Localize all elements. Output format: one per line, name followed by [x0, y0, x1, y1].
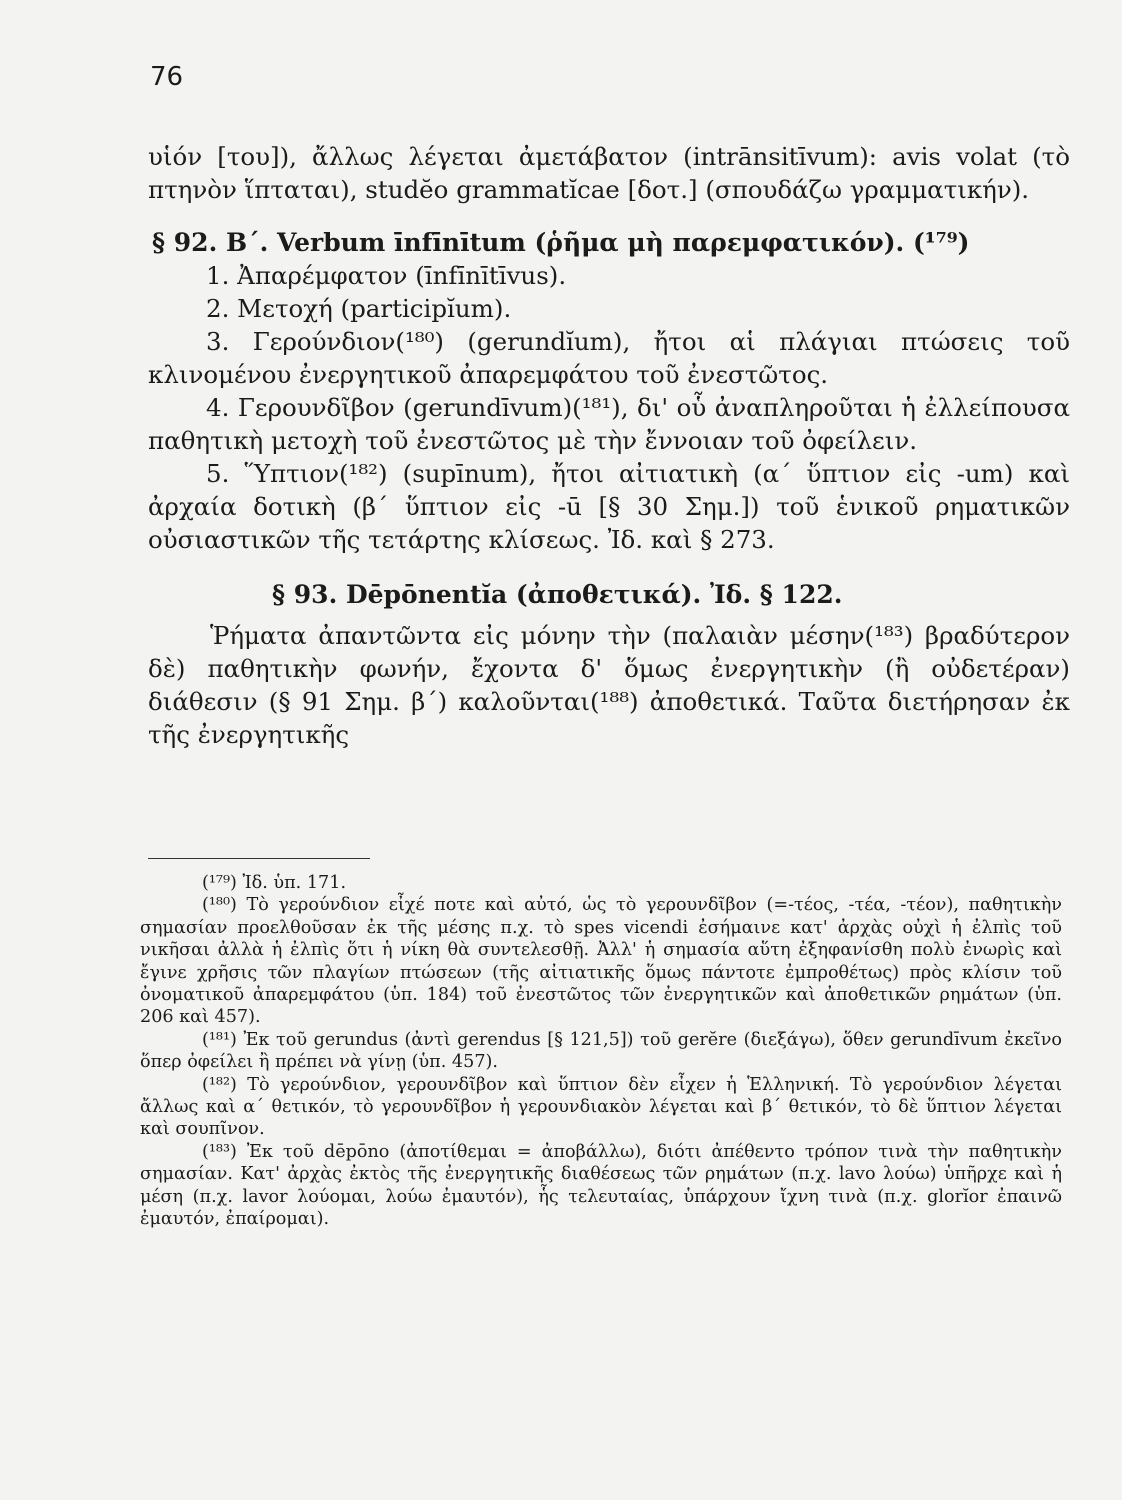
intro-paragraph: υἱόν [του]), ἄλλως λέγεται ἀμετάβατον (intrānsitīvum): avis volat (τὸ πτηνὸν ἵπταται), studĕo grammatĭcae [δοτ.] (σπουδάζω γραμματικήν).: [148, 142, 1070, 204]
footnotes: [140, 872, 1062, 1231]
list-item-3: 3. Γερούνδιον(¹⁸⁰) (gerundĭum), ἤτοι αἱ πλάγιαι πτώσεις τοῦ κλινομένου ἐνεργητικοῦ ἀπαρεμφάτου τοῦ ἐνεστῶτος.: [148, 327, 1070, 389]
footnote-179: (¹⁷⁹) Ἰδ. ὑπ. 171.: [202, 873, 347, 893]
list-item-4: 4. Γερουνδῖβον (gerundīvum)(¹⁸¹), δι' οὗ ἀναπληροῦται ἡ ἐλλείπουσα παθητικὴ μετοχὴ τοῦ ἐνεστῶτος μὲ τὴν ἔννοιαν τοῦ ὀφείλειν.: [148, 393, 1070, 455]
footnote-divider: [148, 858, 370, 859]
list-item-2: 2. Μετοχή (participĭum).: [206, 294, 512, 323]
footnote-180: (¹⁸⁰) Τὸ γερούνδιον εἶχέ ποτε καὶ αὐτό, ὡς τὸ γερουνδῖβον (=-τέος, -τέα, -τέον), παθητικὴν σημασίαν προελθοῦσαν ἐκ τῆς μέσης π.χ. τὸ spes vicendi ἐσήμαινε κατ' ἀρχὰς οὐχὶ ἡ ἐλπὶς τοῦ νικῆσαι ἀλλὰ ἡ ἐλπὶς ὅτι ἡ νίκη θὰ συντελεσθῇ. Ἀλλ' ἡ σημασία αὕτη ἐξηφανίσθη πολὺ ἐνωρὶς καὶ ἔγινε χρῆσις τῶν πλαγίων πτώσεων (τῆς αἰτιατικῆς ὅμως πάντοτε ἐμπροθέτως) πρὸς κλίσιν τοῦ ὀνοματικοῦ ἀπαρεμφάτου (ὑπ. 184) τοῦ ἐνεστῶτος τῶν ἐνεργητικῶν καὶ ἀποθετικῶν ρημάτων (ὑπ. 206 καὶ 457).: [140, 895, 1062, 1028]
section-92-heading: § 92. Β΄. Verbum īnfīnītum (ῥῆμα μὴ παρεμφατικόν). (¹⁷⁹): [152, 228, 970, 257]
footnote-182: (¹⁸²) Τὸ γερούνδιον, γερουνδῖβον καὶ ὕπτιον δὲν εἶχεν ἡ Ἑλληνική. Τὸ γερούνδιον λέγεται ἄλλως καὶ α΄ θετικόν, τὸ γερουνδῖβον ἡ γερουνδιακὸν λέγεται καὶ β΄ θετικόν, τὸ δὲ ὕπτιον λέγεται καὶ σουπῖνον.: [140, 1074, 1062, 1140]
section-93-heading: § 93. Dēpōnentĭa (ἀποθετικά). Ἰδ. § 122.: [272, 580, 843, 609]
list-item-5: 5. Ὕπτιον(¹⁸²) (supīnum), ἤτοι αἰτιατικὴ (α΄ ὕπτιον εἰς -um) καὶ ἀρχαία δοτικὴ (β΄ ὕπτιον εἰς -ū [§ 30 Σημ.]) τοῦ ἑνικοῦ ρηματικῶν οὐσιαστικῶν τῆς τετάρτης κλίσεως. Ἰδ. καὶ § 273.: [148, 459, 1070, 554]
footnote-181: (¹⁸¹) Ἐκ τοῦ gerundus (ἀντὶ gerendus [§ 121,5]) τοῦ gerĕre (διεξάγω), ὅθεν gerundīvum ἐκεῖνο ὅπερ ὀφείλει ἢ πρέπει νὰ γίνῃ (ὑπ. 457).: [140, 1029, 1062, 1073]
page-number: 76: [150, 62, 184, 92]
main-text: [148, 140, 1070, 751]
list-item-1: 1. Ἀπαρέμφατον (īnfīnītīvus).: [206, 261, 567, 290]
section-93-paragraph: Ῥήματα ἀπαντῶντα εἰς μόνην τὴν (παλαιὰν μέσην(¹⁸³) βραδύτερον δὲ) παθητικὴν φωνήν, ἔχοντα δ' ὅμως ἐνεργητικὴν (ἢ οὐδετέραν) διάθεσιν (§ 91 Σημ. β΄) καλοῦνται(¹⁸⁸) ἀποθετικά. Ταῦτα διετήρησαν ἐκ τῆς ἐνεργητικῆς: [148, 621, 1070, 749]
footnote-183: (¹⁸³) Ἐκ τοῦ dēpōno (ἀποτίθεμαι = ἀποβάλλω), διότι ἀπέθεντο τρόπον τινὰ τὴν παθητικὴν σημασίαν. Κατ' ἀρχὰς ἐκτὸς τῆς ἐνεργητικῆς διαθέσεως τῶν ρημάτων (π.χ. lavo λούω) ὑπῆρχε καὶ ἡ μέση (π.χ. lavor λούομαι, λούω ἐμαυτόν), ἧς τελευταίας, ὑπάρχουν ἴχνη τινὰ (π.χ. glorĭor ἐπαινῶ ἐμαυτόν, ἐπαίρομαι).: [140, 1141, 1062, 1230]
